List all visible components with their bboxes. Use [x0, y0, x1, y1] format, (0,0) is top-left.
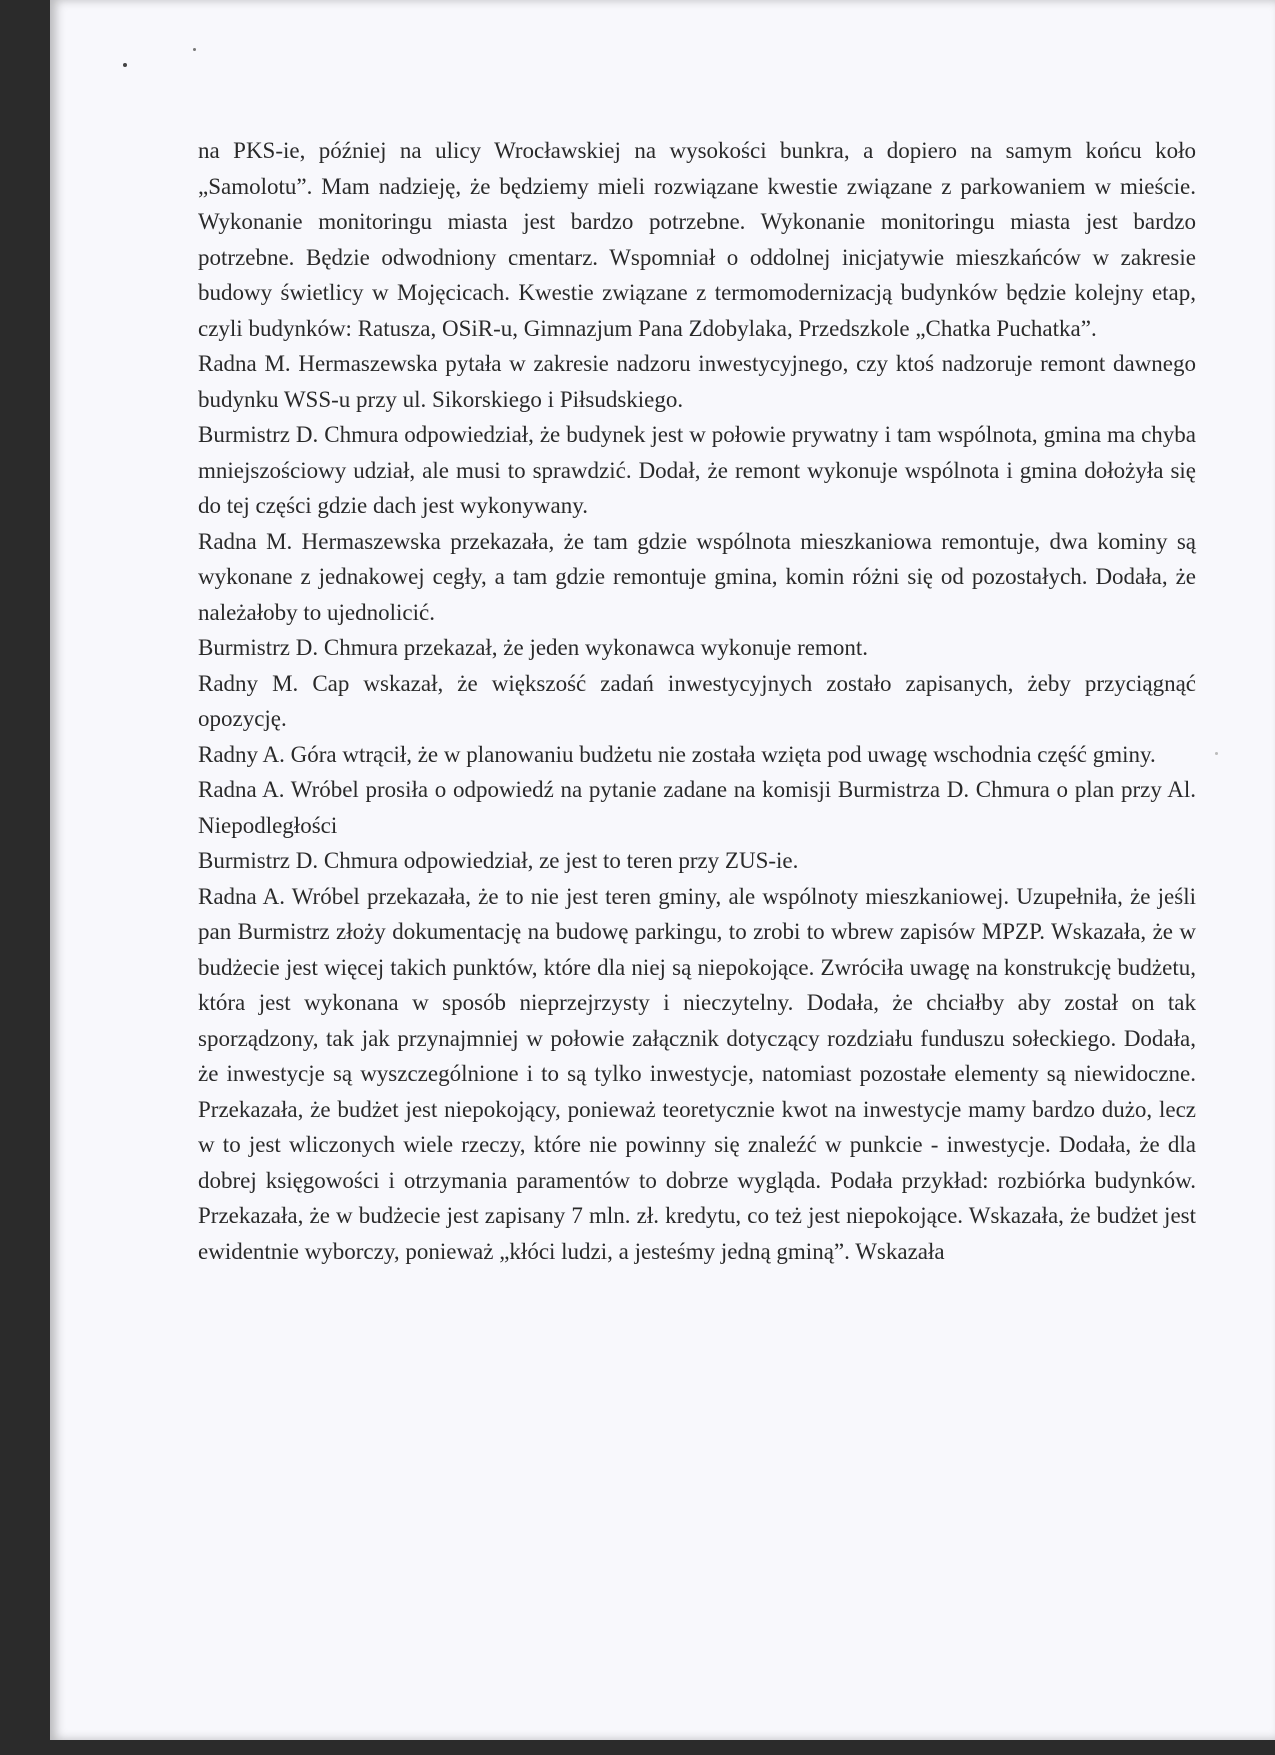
paragraph-chmura-zus: Burmistrz D. Chmura odpowiedział, ze jest to teren przy ZUS-ie.: [198, 848, 799, 873]
paper-sheet: [50, 0, 1275, 1740]
paragraph-cap-remark: Radny M. Cap wskazał, że większość zadań inwestycyjnych zostało zapisanych, żeby przyciągnąć opozycję.: [198, 670, 1196, 731]
scan-speck: [123, 63, 127, 67]
paragraph-hermaszewska-question: Radna M. Hermaszewska pytała w zakresie nadzoru inwestycyjnego, czy ktoś nadzoruje remont dawnego budynku WSS-u przy ul. Sikorskiego i Piłsudskiego.: [198, 351, 1196, 412]
paragraph-gora-remark: Radny A. Góra wtrącił, że w planowaniu budżetu nie została wzięta pod uwagę wschodnia część gminy.: [198, 741, 1156, 767]
paragraph-chmura-answer: Burmistrz D. Chmura odpowiedział, że budynek jest w połowie prywatny i tam wspólnota, gmina ma chyba mniejszościowy udział, ale musi to sprawdzić. Dodał, że remont wykonuje wspólnota i gmina dołożyła się do tej części gdzie dach jest wykonywany.: [198, 422, 1196, 518]
document-body: [198, 133, 1196, 1269]
paragraph-hermaszewska-chimneys: Radna M. Hermaszewska przekazała, że tam gdzie wspólnota mieszkaniowa remontuje, dwa kominy są wykonane z jednakowej cegły, a tam gdzie remontuje gmina, komin różni się od pozostałych. Dodała, że należałoby to ujednolicić.: [198, 528, 1196, 625]
paragraph-wrobel-request: Radna A. Wróbel prosiła o odpowiedź na pytanie zadane na komisji Burmistrza D. Chmura o plan przy Al. Niepodległości: [198, 777, 1196, 838]
scan-speck: [1215, 752, 1218, 755]
scan-speck: [193, 48, 196, 51]
paragraph-wrobel-budget: Radna A. Wróbel przekazała, że to nie jest teren gminy, ale wspólnoty mieszkaniowej. Uzupełniła, że jeśli pan Burmistrz złoży dokumentację na budowę parkingu, to zrobi to wbrew zapisów MPZP. Wskazała, że w budżecie jest więcej takich punktów, które dla niej są niepokojące. Zwróciła uwagę na konstrukcję budżetu, która jest wykonana w sposób nieprzejrzysty i nieczytelny. Dodała, że chciałby aby został on tak sporządzony, tak jak przynajmniej w połowie załącznik dotyczący rozdziału funduszu sołeckiego. Dodała, że inwestycje są wyszczególnione i to są tylko inwestycje, natomiast pozostałe elementy są niewidoczne. Przekazała, że budżet jest niepokojący, ponieważ teoretycznie kwot na inwestycje mamy bardzo dużo, lecz w to jest wliczonych wiele rzeczy, które nie powinny się znaleźć w punkcie - inwestycje. Dodała, że dla dobrej księgowości i otrzymania paramentów to dobrze wygląda. Podała przykład: rozbiórka budynków. Przekazała, że w budżecie jest zapisany 7 mln. zł. kredytu, co też jest niepokojące. Wskazała, że budżet jest ewidentnie wyborczy, ponieważ „kłóci ludzi, a jesteśmy jedną gminą”. Wskazała: [198, 883, 1196, 1264]
paragraph-continuation: na PKS-ie, później na ulicy Wrocławskiej na wysokości bunkra, a dopiero na samym końcu koło „Samolotu”. Mam nadzieję, że będziemy mieli rozwiązane kwestie związane z parkowaniem w mieście. Wykonanie monitoringu miasta jest bardzo potrzebne. Wykonanie monitoringu miasta jest bardzo potrzebne. Będzie odwodniony cmentarz. Wspomniał o oddolnej inicjatywie mieszkańców w zakresie budowy świetlicy w Mojęcicach. Kwestie związane z termomodernizacją budynków będzie kolejny etap, czyli budynków: Ratusza, OSiR-u, Gimnazjum Pana Zdobylaka, Przedszkole „Chatka Puchatka”.: [198, 138, 1196, 341]
paragraph-chmura-contractor: Burmistrz D. Chmura przekazał, że jeden wykonawca wykonuje remont.: [198, 635, 868, 660]
